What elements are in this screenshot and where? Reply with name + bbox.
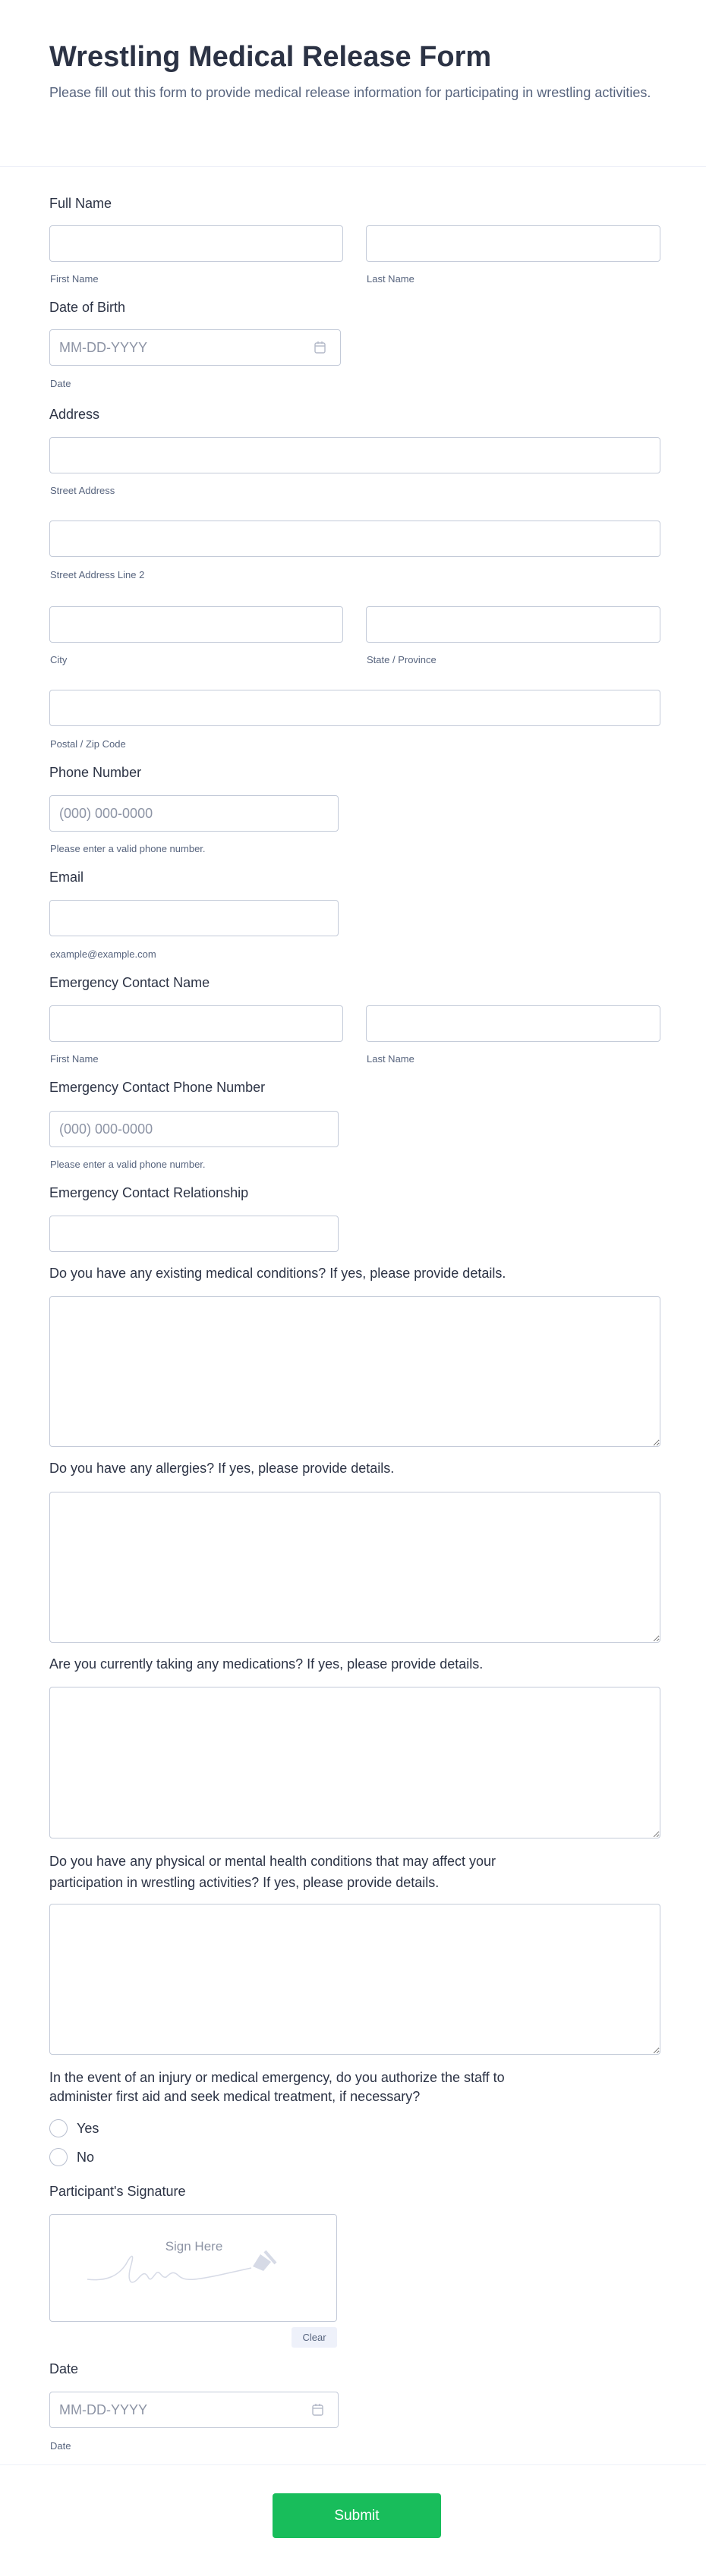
phone-label: Phone Number	[49, 765, 142, 780]
medications-label: Are you currently taking any medications? If yes, please provide details.	[49, 1656, 484, 1672]
ec-last-name-sublabel: Last Name	[367, 1053, 414, 1065]
street-address-input[interactable]	[49, 437, 660, 473]
emergency-contact-relationship-label: Emergency Contact Relationship	[49, 1185, 249, 1200]
ec-phone-input[interactable]	[49, 1111, 339, 1147]
ec-last-name-input[interactable]	[366, 1005, 660, 1042]
dob-input[interactable]	[49, 329, 341, 366]
date-input[interactable]	[49, 2392, 339, 2428]
street-address-sublabel: Street Address	[50, 485, 115, 496]
allergies-label: Do you have any allergies? If yes, please provide details.	[49, 1461, 395, 1476]
medications-textarea[interactable]	[49, 1687, 660, 1838]
health-conditions-label-line1: Do you have any physical or mental health conditions that may affect your	[49, 1854, 496, 1869]
form-title: Wrestling Medical Release Form	[49, 41, 492, 73]
health-conditions-textarea[interactable]	[49, 1904, 660, 2055]
first-name-sublabel: First Name	[50, 273, 99, 285]
calendar-icon[interactable]	[314, 341, 327, 354]
ec-first-name-sublabel: First Name	[50, 1053, 99, 1065]
email-input[interactable]	[49, 900, 339, 936]
signature-label: Participant's Signature	[49, 2184, 186, 2199]
phone-input[interactable]	[49, 795, 339, 832]
footer-divider	[0, 2464, 706, 2465]
radio-no-label[interactable]: No	[77, 2150, 95, 2165]
city-sublabel: City	[50, 654, 68, 665]
date-sublabel: Date	[50, 2440, 71, 2452]
postal-code-input[interactable]	[49, 690, 660, 726]
phone-sublabel: Please enter a valid phone number.	[50, 843, 206, 854]
emergency-contact-phone-label: Emergency Contact Phone Number	[49, 1080, 266, 1095]
last-name-input[interactable]	[366, 225, 660, 262]
sign-here-placeholder: Sign Here	[165, 2239, 223, 2254]
ec-relationship-input[interactable]	[49, 1216, 339, 1252]
dob-label: Date of Birth	[49, 300, 126, 315]
health-conditions-label-line2: participation in wrestling activities? If yes, please provide details.	[49, 1875, 440, 1890]
emergency-contact-name-label: Emergency Contact Name	[49, 975, 210, 990]
first-name-input[interactable]	[49, 225, 343, 262]
street-address-line2-sublabel: Street Address Line 2	[50, 569, 145, 580]
submit-button[interactable]: Submit	[273, 2493, 441, 2538]
header-divider	[0, 166, 706, 167]
allergies-textarea[interactable]	[49, 1492, 660, 1643]
street-address-line2-input[interactable]	[49, 521, 660, 557]
full-name-label: Full Name	[49, 196, 112, 211]
state-sublabel: State / Province	[367, 654, 437, 665]
medical-conditions-label: Do you have any existing medical conditions? If yes, please provide details.	[49, 1266, 506, 1281]
address-label: Address	[49, 407, 100, 422]
radio-yes-label[interactable]: Yes	[77, 2121, 99, 2136]
clear-signature-button[interactable]: Clear	[292, 2327, 337, 2348]
ec-phone-sublabel: Please enter a valid phone number.	[50, 1159, 206, 1170]
last-name-sublabel: Last Name	[367, 273, 414, 285]
city-input[interactable]	[49, 606, 343, 643]
form-description: Please fill out this form to provide medical release information for participating in wrestling activities.	[49, 85, 651, 100]
postal-code-sublabel: Postal / Zip Code	[50, 738, 126, 750]
authorization-label-line1: In the event of an injury or medical emergency, do you authorize the staff to	[49, 2070, 505, 2085]
email-label: Email	[49, 870, 84, 885]
signature-pad[interactable]	[49, 2214, 337, 2322]
ec-first-name-input[interactable]	[49, 1005, 343, 1042]
email-sublabel: example@example.com	[50, 948, 156, 960]
state-input[interactable]	[366, 606, 660, 643]
dob-sublabel: Date	[50, 378, 71, 389]
calendar-icon[interactable]	[311, 2403, 325, 2417]
authorization-label-line2: administer first aid and seek medical treatment, if necessary?	[49, 2089, 421, 2104]
medical-conditions-textarea[interactable]	[49, 1296, 660, 1447]
date-label: Date	[49, 2361, 79, 2376]
radio-yes[interactable]	[49, 2119, 68, 2137]
radio-no[interactable]	[49, 2148, 68, 2166]
